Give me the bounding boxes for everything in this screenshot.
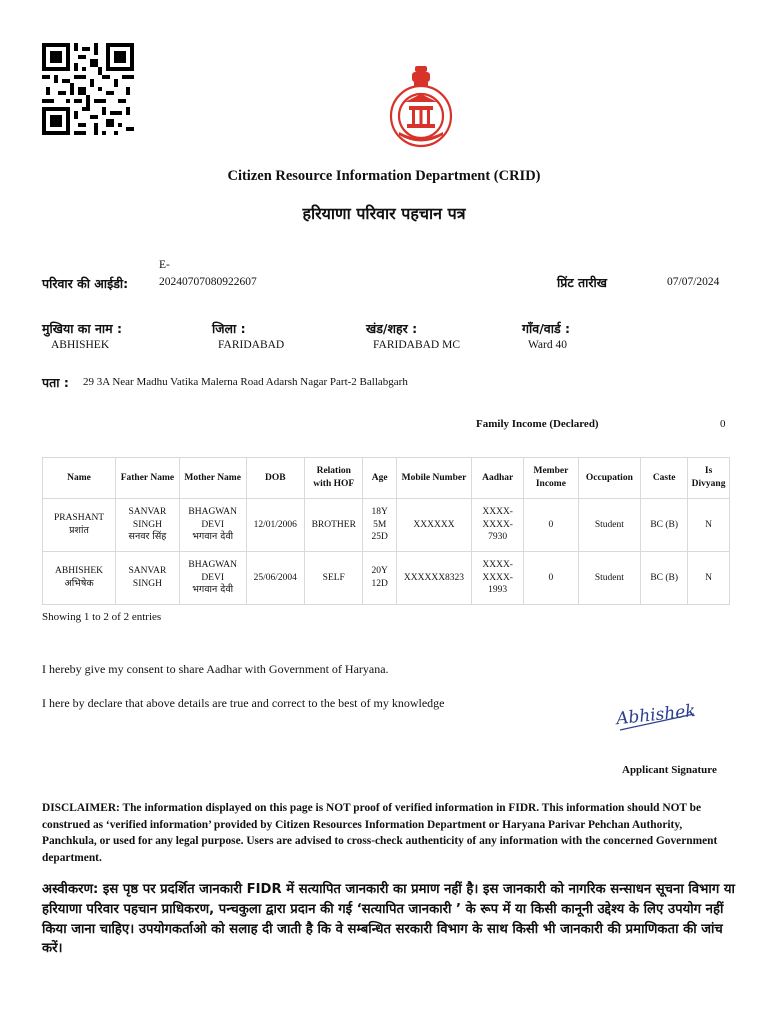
column-header: Mobile Number [396, 458, 471, 499]
signature-text: Abhishek [615, 701, 697, 730]
occupation-cell: Student [578, 552, 641, 605]
mobile-cell: XXXXXX [396, 499, 471, 552]
mother-name-cell [179, 552, 246, 605]
mother-name-hi: भगवान देवी [192, 531, 234, 543]
family-members-table [42, 457, 730, 605]
mother-name-en: BHAGWAN DEVI [188, 559, 237, 583]
page-subtitle: हरियाणा परिवार पहचान पत्र [302, 204, 466, 223]
head-of-family-label: मुखिया का नाम : [42, 321, 122, 336]
family-id-prefix: E- [159, 259, 170, 271]
family-id-label: परिवार की आईडी: [42, 276, 129, 291]
family-id-value: 20240707080922607 [159, 276, 257, 288]
aadhar-cell: XXXX-XXXX-1993 [472, 552, 524, 605]
member-name-en: PRASHANT [53, 513, 105, 524]
column-header: Caste [641, 458, 688, 499]
column-header: Member Income [524, 458, 578, 499]
column-header: Age [363, 458, 396, 499]
father-name-hi: सनवर सिंह [128, 531, 167, 543]
head-of-family-value: ABHISHEK [51, 339, 110, 351]
applicant-signature-image [612, 692, 702, 737]
father-name-cell [116, 552, 180, 605]
block-value: FARIDABAD MC [373, 339, 461, 351]
qr-code [42, 43, 134, 135]
member-name-hi: प्रशांत [69, 525, 89, 536]
declaration-text: I here by declare that above details are true and correct to the best of my knowledge [42, 696, 445, 710]
block-label: खंड/शहर : [366, 321, 418, 336]
village-value: Ward 40 [528, 339, 567, 351]
mobile-cell: XXXXXX8323 [396, 552, 471, 605]
dob-cell: 25/06/2004 [246, 552, 304, 605]
member-name-cell [43, 552, 116, 605]
column-header: Aadhar [472, 458, 524, 499]
column-header: DOB [246, 458, 304, 499]
member-name-cell [43, 499, 116, 552]
column-header: Is Divyang [688, 458, 730, 499]
haryana-emblem-logo [387, 62, 455, 148]
page-title: Citizen Resource Information Department (CRID) [227, 168, 541, 184]
mother-name-en: BHAGWAN DEVI [188, 506, 237, 530]
column-header: Relation with HOF [305, 458, 363, 499]
member-income-cell: 0 [524, 499, 578, 552]
district-value: FARIDABAD [218, 339, 285, 351]
address-label: पता : [42, 375, 69, 390]
applicant-signature-label: Applicant Signature [622, 764, 717, 776]
table-row [43, 499, 730, 552]
father-name-cell [116, 499, 180, 552]
table-row [43, 552, 730, 605]
member-income-cell: 0 [524, 552, 578, 605]
district-label: जिला : [212, 321, 246, 336]
occupation-cell: Student [578, 499, 641, 552]
column-header: Mother Name [179, 458, 246, 499]
village-label: गाँव/वार्ड : [522, 321, 571, 336]
aadhar-cell: XXXX-XXXX-7930 [472, 499, 524, 552]
member-name-hi: अभिषेक [64, 578, 94, 589]
relation-cell: SELF [305, 552, 363, 605]
dob-cell: 12/01/2006 [246, 499, 304, 552]
father-name-en: SANVAR SINGH [128, 506, 167, 530]
column-header: Father Name [116, 458, 180, 499]
father-name-en: SANVAR SINGH [128, 566, 167, 589]
divyang-cell: N [688, 499, 730, 552]
mother-name-cell [179, 499, 246, 552]
caste-cell: BC (B) [641, 552, 688, 605]
age-cell: 20Y 12D [363, 552, 396, 605]
table-header-row [43, 458, 730, 499]
divyang-cell: N [688, 552, 730, 605]
family-income-label: Family Income (Declared) [476, 418, 599, 430]
family-income-value: 0 [720, 418, 726, 430]
disclaimer-hindi: अस्वीकरण: इस पृष्ठ पर प्रदर्शित जानकारी FIDR में सत्यापित जानकारी का प्रमाण नहीं है। इस जानकारी को नागरिक सन्साधन सूचना विभाग या हरियाणा परिवार पहचान प्राधिकरण, पन्चकुला द्वारा प्रदान की गई ‘सत्यापित जानकारी ’ के रूप में या किसी कानूनी उद्देश्य के लिए उपयोग नहीं किया जाना चाहिए। उपयोगकर्ताओ को सलाह दी जाती है कि वे सम्बन्धित सरकारी विभाग के साथ किसी भी जानकारी की प्रमाणिकता की जांच करें। [42, 882, 735, 957]
column-header: Name [43, 458, 116, 499]
column-header: Occupation [578, 458, 641, 499]
aadhar-consent-text: I hereby give my consent to share Aadhar with Government of Haryana. [42, 662, 389, 676]
print-date-value: 07/07/2024 [667, 276, 720, 288]
disclaimer-english: DISCLAIMER: The information displayed on this page is NOT proof of verified information in FIDR. This information should NOT be construed as ‘verified information’ provided by Citizen Resources Information Department or Haryana Parivar Pehchan Authority, Panchkula, or used for any legal purpose. Users are advised to cross-check authenticity of any information with the concerned Government department. [42, 802, 718, 864]
address-value: 29 3A Near Madhu Vatika Malerna Road Adarsh Nagar Part-2 Ballabgarh [83, 376, 408, 388]
age-cell: 18Y 5M 25D [363, 499, 396, 552]
mother-name-hi: भगवान देवी [192, 584, 234, 596]
print-date-label: प्रिंट तारीख [557, 275, 607, 290]
member-name-en: ABHISHEK [55, 566, 104, 577]
relation-cell: BROTHER [305, 499, 363, 552]
table-entries-info: Showing 1 to 2 of 2 entries [42, 611, 162, 623]
caste-cell: BC (B) [641, 499, 688, 552]
